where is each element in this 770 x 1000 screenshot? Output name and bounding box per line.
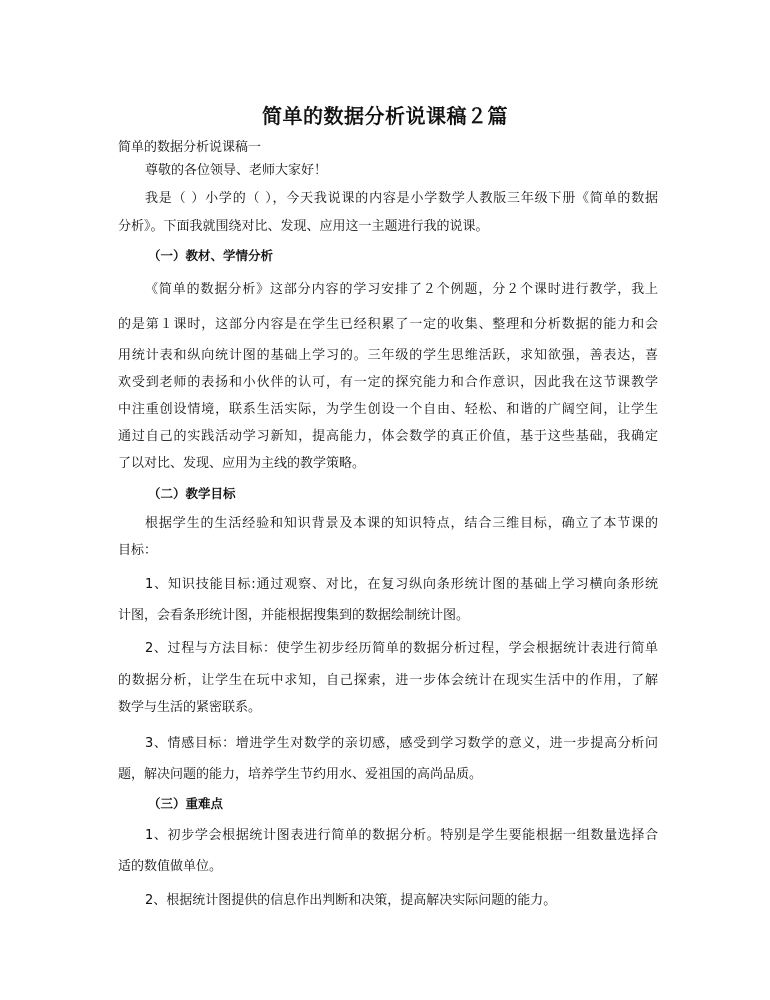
body-line: 根据学生的生活经验和知识背景及本课的知识特点，结合三维目标，确立了本节课的 bbox=[145, 516, 658, 531]
section-heading: （三）重难点 bbox=[148, 796, 224, 811]
section-heading: （二）教学目标 bbox=[148, 486, 236, 501]
body-line: 的是第１课时，这部分内容是在学生已经积累了一定的收集、整理和分析数据的能力和会 bbox=[118, 317, 658, 332]
body-line: 数学与生活的紧密联系。 bbox=[118, 700, 262, 715]
body-line: 的数据分析，让学生在玩中求知，自己探索，进一步体会统计在现实生活中的作用，了解 bbox=[118, 673, 658, 688]
body-line: 欢受到老师的表扬和小伙伴的认可，有一定的探究能力和合作意识，因此我在这节课教学 bbox=[118, 375, 658, 390]
body-line: 目标： bbox=[118, 543, 158, 558]
body-line: 了以对比、发现、应用为主线的教学策略。 bbox=[118, 456, 366, 471]
document-subtitle: 简单的数据分析说课稿一 bbox=[118, 140, 262, 155]
body-line: 2、过程与方法目标：使学生初步经历简单的数据分析过程，学会根据统计表进行简单 bbox=[145, 641, 658, 656]
body-line: 通过自己的实践活动学习新知，提高能力，体会数学的真正价值，基于这些基础，我确定 bbox=[118, 429, 658, 444]
body-line: 计图，会看条形统计图，并能根据搜集到的数据绘制统计图。 bbox=[118, 608, 470, 623]
body-line: 《简单的数据分析》这部分内容的学习安排了２个例题，分２个课时进行教学，我上 bbox=[145, 282, 658, 297]
body-line: 1、初步学会根据统计图表进行简单的数据分析。特别是学生要能根据一组数量选择合 bbox=[145, 828, 658, 843]
body-line: 题，解决问题的能力，培养学生节约用水、爱祖国的高尚品质。 bbox=[118, 767, 483, 782]
greeting-paragraph: 尊敬的各位领导、老师大家好！ bbox=[145, 163, 328, 178]
body-line: 3、情感目标：增进学生对数学的亲切感，感受到学习数学的意义，进一步提高分析问 bbox=[145, 736, 658, 751]
intro-line: 分析》。下面我就围绕对比、发现、应用这一主题进行我的说课。 bbox=[118, 219, 489, 234]
document-title: 简单的数据分析说课稿２篇 bbox=[262, 104, 508, 128]
body-line: 用统计表和纵向统计图的基础上学习的。三年级的学生思维活跃，求知欲强，善表达，喜 bbox=[118, 348, 658, 363]
body-line: 1、知识技能目标:通过观察、对比，在复习纵向条形统计图的基础上学习横向条形统 bbox=[145, 577, 658, 592]
body-line: 适的数值做单位。 bbox=[118, 859, 223, 874]
intro-line: 我是（ ）小学的（ ），今天我说课的内容是小学数学人教版三年级下册《简单的数据 bbox=[145, 191, 658, 206]
section-heading: （一）教材、学情分析 bbox=[148, 248, 274, 263]
body-line: 2、根据统计图提供的信息作出判断和决策，提高解决实际问题的能力。 bbox=[145, 893, 557, 908]
body-line: 中注重创设情境，联系生活实际，为学生创设一个自由、轻松、和谐的广阔空间，让学生 bbox=[118, 402, 658, 417]
